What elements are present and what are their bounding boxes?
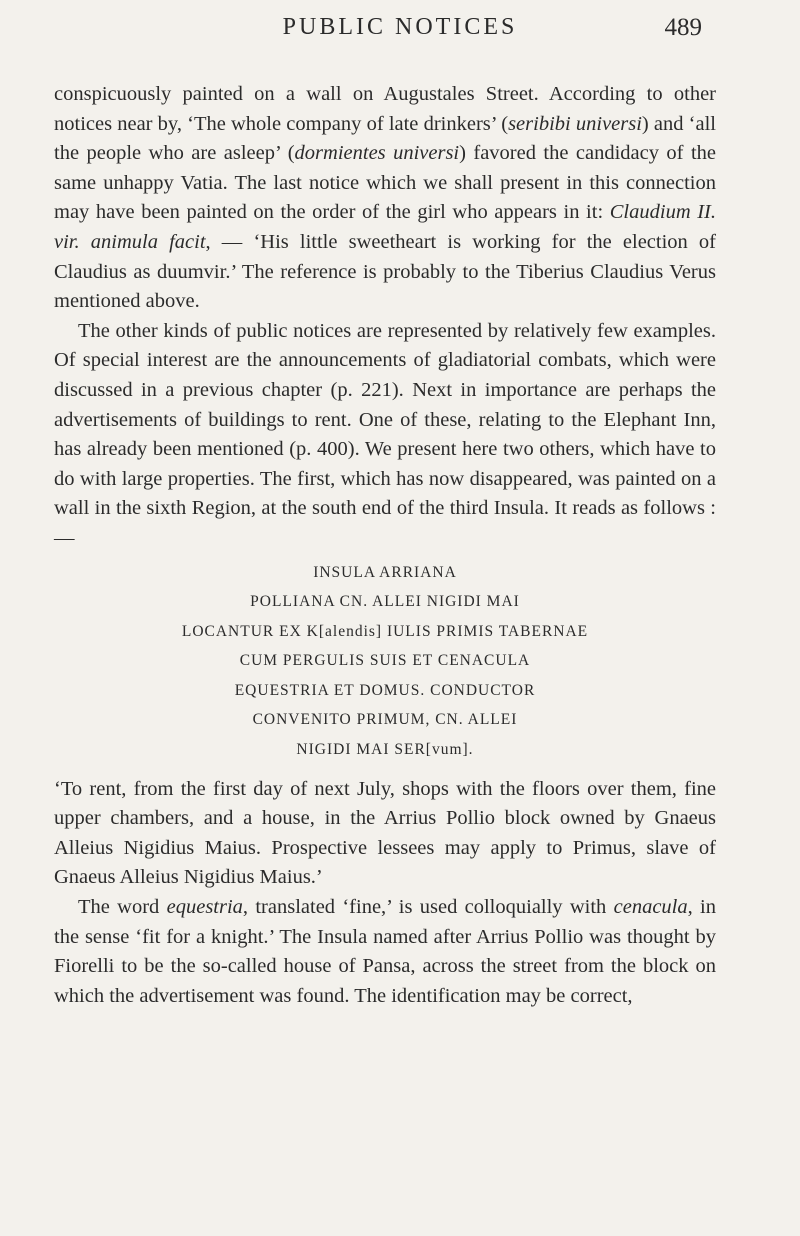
inscription-line: LOCANTUR EX K[alendis] IULIS PRIMIS TABERNAE <box>181 622 589 640</box>
latin-word: cenacula <box>613 896 688 919</box>
inscription-line: CONVENITO PRIMUM, CN. ALLEI <box>252 711 518 729</box>
paragraph-4 <box>54 893 716 1011</box>
inscription-line: POLLIANA CN. ALLEI NIGIDI MAI <box>250 593 520 611</box>
text-run: , in the sense ‘fit for a knight.’ The Insula named after Arrius Pollio was thought by Fiorelli to be the so-called house of Pansa, across the street from the block on which the advertisement was found. The identification may be correct, <box>54 896 717 1007</box>
body-text <box>54 80 716 1011</box>
inscription-line: NIGIDI MAI SER[vum]. <box>296 741 474 759</box>
text-run: conspicuously painted on a wall on Augustales Street. According to other notices near by, ‘The whole company of late drinkers’ ( <box>54 83 716 135</box>
page-header <box>0 14 800 54</box>
paragraph-1 <box>54 80 716 317</box>
paragraph-3: ‘To rent, from the first day of next July, shops with the floors over them, fine upper chambers, and a house, in the Arrius Pollio block owned by Gnaeus Alleius Nigidius Maius. Prospective lessees may apply to Primus, slave of Gnaeus Alleius Nigidius Maius.’ <box>54 777 716 889</box>
latin-phrase: seribibi universi <box>508 112 642 135</box>
inscription-block <box>54 558 716 765</box>
text-run: ) and ‘all the people who are asleep’ ( <box>54 112 716 165</box>
text-run: The word <box>78 896 167 919</box>
running-title: PUBLIC NOTICES <box>282 14 518 40</box>
text-run: , — ‘His little sweetheart is working for the election of Claudius as duumvir.’ The reference is probably to the Tiberius Claudius Verus mentioned above. <box>54 230 716 313</box>
inscription-line: CUM PERGULIS SUIS ET CENACULA <box>239 652 531 670</box>
latin-word: equestria <box>166 896 243 919</box>
text-run: ) favored the candidacy of the same unhappy Vatia. The last notice which we shall present in this connection may have been painted on the order of the girl who appears in it: <box>54 142 716 224</box>
inscription-line: INSULA ARRIANA <box>313 563 457 581</box>
paragraph-2: The other kinds of public notices are represented by relatively few examples. Of special interest are the announcements of gladiatorial combats, which were discussed in a previous chapter (p. 221). Next in importance are perhaps the advertisements of buildings to rent. One of these, relating to the Elephant Inn, has already been mentioned (p. 400). We present here two others, which have to do with large properties. The first, which has now disappeared, was painted on a wall in the sixth Region, at the south end of the third Insula. It reads as follows : — <box>54 319 716 549</box>
page-number: 489 <box>664 14 702 41</box>
latin-phrase: Claudium II. vir. animula facit <box>54 201 716 253</box>
inscription-line: EQUESTRIA ET DOMUS. CONDUCTOR <box>234 681 536 699</box>
text-run: , translated ‘fine,’ is used colloquially with <box>242 896 614 919</box>
latin-phrase: dormientes universi <box>294 142 460 165</box>
